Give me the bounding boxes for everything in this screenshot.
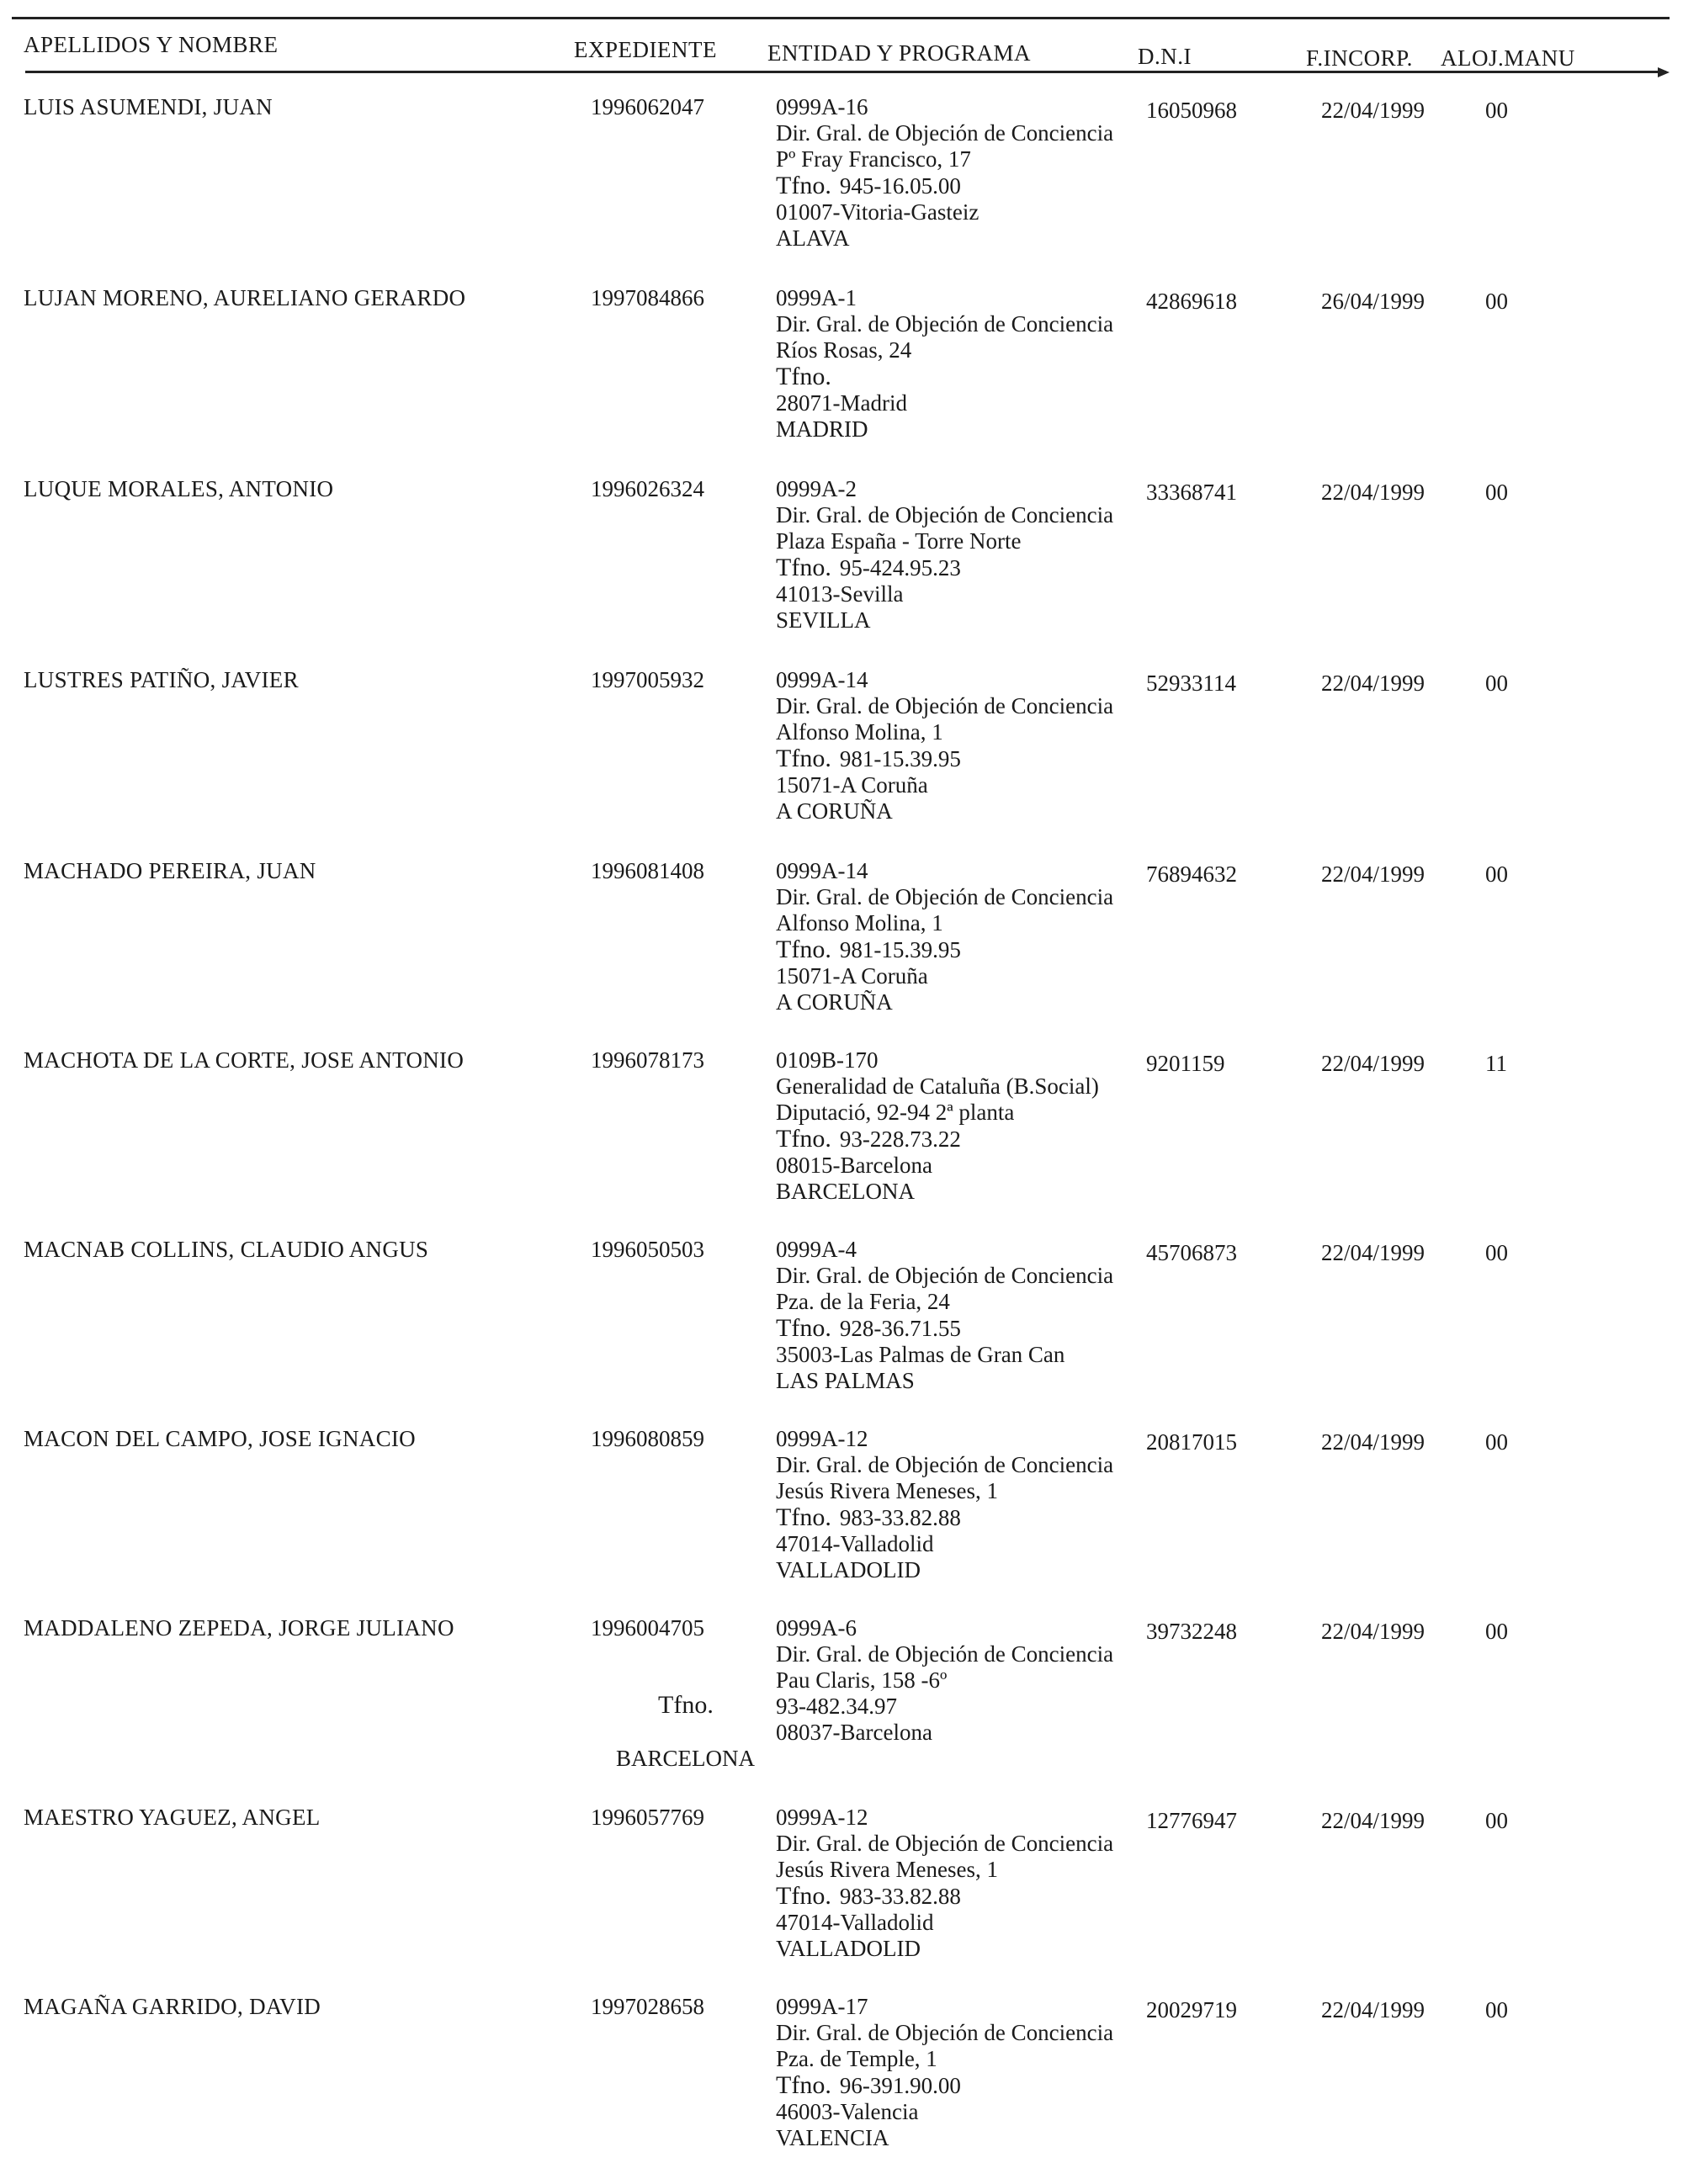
record-cp-ciudad: 46003-Valencia (776, 2099, 919, 2124)
record-programa: 0999A-2 (776, 476, 857, 501)
record-row (0, 1805, 1683, 1995)
record-telefono-line (776, 1504, 1113, 1531)
record-programa: 0999A-6 (776, 1615, 857, 1641)
record-telefono-line (776, 1126, 1099, 1153)
record-fecha-incorporacion: 26/04/1999 (1321, 289, 1426, 314)
record-row (0, 94, 1683, 284)
record-entidad-block (776, 667, 1113, 824)
record-telefono-label: Tfno. (776, 1125, 831, 1153)
record-dni: 9201159 (1146, 1051, 1225, 1076)
record-entidad-block (776, 94, 1113, 252)
record-name: LUJAN MORENO, AURELIANO GERARDO (24, 285, 466, 310)
record-expediente: 1996004705 (591, 1615, 704, 1641)
record-entidad: Dir. Gral. de Objeción de Conciencia (776, 693, 1114, 718)
record-programa: 0999A-12 (776, 1805, 868, 1830)
record-dni: 12776947 (1146, 1808, 1237, 1833)
record-fecha-incorporacion: 22/04/1999 (1321, 98, 1426, 123)
record-expediente: 1996050503 (591, 1237, 704, 1262)
record-telefono-line (776, 554, 1113, 581)
record-dni: 45706873 (1146, 1240, 1237, 1265)
record-expediente: 1997084866 (591, 285, 704, 310)
record-cp-ciudad: 28071-Madrid (776, 390, 907, 416)
record-programa: 0109B-170 (776, 1047, 879, 1073)
record-expediente: 1996080859 (591, 1426, 704, 1451)
record-alojamiento: 00 (1485, 1429, 1508, 1455)
record-direccion: Pº Fray Francisco, 17 (776, 146, 971, 172)
record-fecha-incorporacion: 22/04/1999 (1321, 480, 1426, 505)
record-telefono-line (776, 1883, 1113, 1910)
record-row (0, 1615, 1683, 1805)
record-row (0, 1237, 1683, 1427)
record-provincia: VALENCIA (776, 2125, 889, 2150)
record-provincia: ALAVA (776, 225, 850, 251)
record-provincia: A CORUÑA (776, 989, 893, 1015)
record-provincia: MADRID (776, 416, 868, 442)
record-expediente: 1996078173 (591, 1047, 704, 1073)
record-telefono-line (776, 2072, 1113, 2099)
record-alojamiento: 00 (1485, 1808, 1508, 1833)
record-expediente: 1996057769 (591, 1805, 704, 1830)
record-provincia: VALLADOLID (776, 1936, 921, 1961)
record-name: MAGAÑA GARRIDO, DAVID (24, 1994, 321, 2019)
record-row (0, 667, 1683, 857)
record-direccion: Alfonso Molina, 1 (776, 910, 943, 936)
record-dni: 42869618 (1146, 289, 1237, 314)
record-row (0, 285, 1683, 475)
record-name: MACHOTA DE LA CORTE, JOSE ANTONIO (24, 1047, 465, 1073)
record-row (0, 1994, 1683, 2184)
record-name: LUIS ASUMENDI, JUAN (24, 94, 273, 119)
record-entidad-block (776, 858, 1113, 1015)
record-entidad: Dir. Gral. de Objeción de Conciencia (776, 1641, 1114, 1667)
record-telefono-label: Tfno. (776, 1503, 831, 1531)
record-telefono-label: Tfno. (776, 172, 831, 199)
record-provincia: LAS PALMAS (776, 1368, 915, 1393)
record-expediente: 1996026324 (591, 476, 704, 501)
record-fecha-incorporacion: 22/04/1999 (1321, 1619, 1426, 1644)
record-alojamiento: 00 (1485, 98, 1508, 123)
record-telefono: 983-33.82.88 (839, 1884, 961, 1909)
record-direccion: Alfonso Molina, 1 (776, 719, 943, 745)
record-direccion: Jesús Rivera Meneses, 1 (776, 1478, 998, 1503)
top-rule (12, 17, 1670, 19)
record-direccion: Pau Claris, 158 -6º (776, 1667, 948, 1693)
record-name: LUQUE MORALES, ANTONIO (24, 476, 334, 501)
record-alojamiento: 11 (1485, 1051, 1507, 1076)
record-alojamiento: 00 (1485, 480, 1508, 505)
record-entidad: Generalidad de Cataluña (B.Social) (776, 1073, 1099, 1099)
record-entidad: Dir. Gral. de Objeción de Conciencia (776, 884, 1114, 909)
record-alojamiento: 00 (1485, 1997, 1508, 2022)
record-fecha-incorporacion: 22/04/1999 (1321, 671, 1426, 696)
record-provincia: A CORUÑA (776, 798, 893, 824)
record-alojamiento: 00 (1485, 1619, 1508, 1644)
record-direccion: Diputació, 92-94 2ª planta (776, 1100, 1015, 1125)
record-name: LUSTRES PATIÑO, JAVIER (24, 667, 299, 692)
record-cp-ciudad: 15071-A Coruña (776, 963, 928, 989)
header-fincorp: F.INCORP. (1306, 45, 1413, 71)
record-entidad-block (776, 476, 1113, 633)
record-dni: 20817015 (1146, 1429, 1237, 1455)
record-telefono: 95-424.95.23 (839, 555, 961, 580)
record-cp-ciudad: 08037-Barcelona (776, 1720, 932, 1745)
record-telefono-label: Tfno. (776, 1314, 831, 1342)
record-dni: 39732248 (1146, 1619, 1237, 1644)
record-telefono-line (776, 745, 1113, 772)
record-fecha-incorporacion: 22/04/1999 (1321, 1808, 1426, 1833)
record-telefono: 93-482.34.97 (776, 1694, 897, 1719)
record-direccion: Ríos Rosas, 24 (776, 337, 912, 363)
record-telefono-label: Tfno. (776, 363, 831, 390)
record-provincia: BARCELONA (616, 1746, 756, 1771)
record-entidad: Dir. Gral. de Objeción de Conciencia (776, 120, 1114, 146)
record-dni: 20029719 (1146, 1997, 1237, 2022)
record-alojamiento: 00 (1485, 861, 1508, 887)
record-name: MACNAB COLLINS, CLAUDIO ANGUS (24, 1237, 429, 1262)
record-programa: 0999A-1 (776, 285, 857, 310)
record-row (0, 476, 1683, 666)
record-entidad-block (776, 1994, 1113, 2151)
record-cp-ciudad: 47014-Valladolid (776, 1910, 934, 1935)
record-expediente: 1997005932 (591, 667, 704, 692)
record-programa: 0999A-14 (776, 858, 868, 883)
header-nombre: APELLIDOS Y NOMBRE (24, 32, 279, 57)
header-entidad: ENTIDAD Y PROGRAMA (767, 40, 1032, 66)
record-cp-ciudad: 15071-A Coruña (776, 772, 928, 798)
record-programa: 0999A-17 (776, 1994, 868, 2019)
record-alojamiento: 00 (1485, 1240, 1508, 1265)
record-telefono: 981-15.39.95 (839, 746, 961, 771)
record-telefono: 928-36.71.55 (839, 1316, 961, 1341)
record-dni: 76894632 (1146, 861, 1237, 887)
record-cp-ciudad: 01007-Vitoria-Gasteiz (776, 199, 980, 225)
record-direccion: Plaza España - Torre Norte (776, 528, 1022, 554)
record-telefono-label: Tfno. (776, 1882, 831, 1910)
record-direccion: Pza. de la Feria, 24 (776, 1289, 950, 1314)
record-dni: 16050968 (1146, 98, 1237, 123)
record-row (0, 858, 1683, 1048)
record-telefono-line (776, 363, 1113, 390)
record-cp-ciudad: 35003-Las Palmas de Gran Can (776, 1342, 1065, 1367)
record-telefono-label: Tfno. (776, 936, 831, 963)
record-direccion: Jesús Rivera Meneses, 1 (776, 1857, 998, 1882)
record-entidad: Dir. Gral. de Objeción de Conciencia (776, 311, 1114, 337)
record-telefono-line (776, 172, 1113, 199)
record-direccion: Pza. de Temple, 1 (776, 2046, 937, 2071)
record-name: MACON DEL CAMPO, JOSE IGNACIO (24, 1426, 416, 1451)
record-cp-ciudad: 47014-Valladolid (776, 1531, 934, 1556)
record-row (0, 1426, 1683, 1616)
record-expediente: 1996081408 (591, 858, 704, 883)
record-fecha-incorporacion: 22/04/1999 (1321, 1429, 1426, 1455)
record-telefono-line (776, 1315, 1113, 1342)
header-expediente: EXPEDIENTE (574, 37, 717, 62)
record-fecha-incorporacion: 22/04/1999 (1321, 861, 1426, 887)
record-telefono: 981-15.39.95 (839, 937, 961, 962)
record-dni: 33368741 (1146, 480, 1237, 505)
record-entidad-block (776, 1426, 1113, 1583)
header-alojmanu: ALOJ.MANU (1441, 45, 1575, 71)
record-fecha-incorporacion: 22/04/1999 (1321, 1240, 1426, 1265)
record-telefono-label: Tfno. (776, 745, 831, 772)
record-entidad: Dir. Gral. de Objeción de Conciencia (776, 2020, 1114, 2045)
record-dni: 52933114 (1146, 671, 1236, 696)
record-entidad: Dir. Gral. de Objeción de Conciencia (776, 1263, 1114, 1288)
record-provincia: BARCELONA (776, 1179, 916, 1204)
record-fecha-incorporacion: 22/04/1999 (1321, 1997, 1426, 2022)
record-programa: 0999A-12 (776, 1426, 868, 1451)
record-cp-ciudad: 41013-Sevilla (776, 581, 904, 607)
record-row (0, 1047, 1683, 1238)
record-name: MAESTRO YAGUEZ, ANGEL (24, 1805, 321, 1830)
record-alojamiento: 00 (1485, 671, 1508, 696)
record-alojamiento: 00 (1485, 289, 1508, 314)
record-telefono: 93-228.73.22 (839, 1126, 961, 1152)
record-telefono-label: Tfno. (776, 554, 831, 581)
record-telefono: 945-16.05.00 (839, 173, 961, 199)
record-telefono: 96-391.90.00 (839, 2073, 961, 2098)
record-programa: 0999A-4 (776, 1237, 857, 1262)
record-programa: 0999A-16 (776, 94, 868, 119)
record-provincia: SEVILLA (776, 607, 871, 633)
record-entidad-block (776, 1047, 1099, 1205)
record-entidad-block (776, 1237, 1113, 1394)
header-underline (25, 71, 1666, 73)
header-dni: D.N.I (1138, 44, 1192, 69)
record-cp-ciudad: 08015-Barcelona (776, 1153, 932, 1178)
record-provincia: VALLADOLID (776, 1557, 921, 1582)
record-entidad-block (776, 285, 1113, 443)
record-telefono-line (776, 936, 1113, 963)
record-fecha-incorporacion: 22/04/1999 (1321, 1051, 1426, 1076)
record-expediente: 1997028658 (591, 1994, 704, 2019)
record-telefono: 983-33.82.88 (839, 1505, 961, 1530)
record-programa: 0999A-14 (776, 667, 868, 692)
record-entidad: Dir. Gral. de Objeción de Conciencia (776, 502, 1114, 527)
record-telefono-label: Tfno. (658, 1691, 714, 1719)
record-entidad-block (776, 1805, 1113, 1962)
record-telefono-label: Tfno. (776, 2071, 831, 2099)
record-name: MADDALENO ZEPEDA, JORGE JULIANO (24, 1615, 454, 1641)
record-entidad-block (776, 1615, 1113, 1746)
record-name: MACHADO PEREIRA, JUAN (24, 858, 316, 883)
record-entidad: Dir. Gral. de Objeción de Conciencia (776, 1831, 1114, 1856)
record-expediente: 1996062047 (591, 94, 704, 119)
record-entidad: Dir. Gral. de Objeción de Conciencia (776, 1452, 1114, 1477)
